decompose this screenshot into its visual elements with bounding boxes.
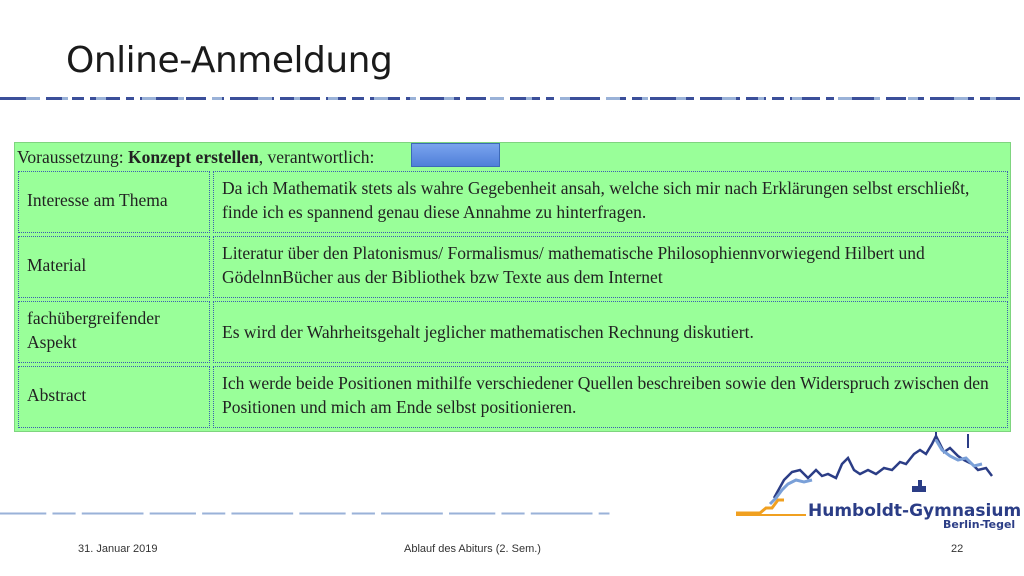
- form-screenshot: [14, 142, 1011, 432]
- bottom-divider: [0, 512, 790, 515]
- header-bold: Konzept erstellen: [127, 147, 259, 167]
- slide-title: Online-Anmeldung: [66, 40, 393, 81]
- footer-title: Ablauf des Abiturs (2. Sem.): [404, 543, 541, 555]
- page-number: 22: [951, 543, 964, 555]
- row-text-material: Literatur über den Platonismus/ Formalismus/ mathematische Philosophiennvorwiegend Hilbert und GödelnnBücher aus der Bibliothek bzw Texte aus dem Internet: [213, 236, 1008, 298]
- header-prefix: Voraussetzung:: [17, 147, 128, 167]
- logo-sub: Berlin-Tegel: [943, 518, 1016, 531]
- row-text-aspect: Es wird der Wahrheitsgehalt jeglicher mathematischen Rechnung diskutiert.: [213, 301, 1008, 363]
- row-text-abstract: Ich werde beide Positionen mithilfe verschiedener Quellen beschreiben sowie den Widerspruch zwischen den Positionen und mich am Ende selbst positionieren.: [213, 366, 1008, 428]
- row-text-interest: Da ich Mathematik stets als wahre Gegebenheit ansah, welche sich mir nach Erklärungen selbst erschließt, finde ich es spannend genau diese Annahme zu hinterfragen.: [213, 171, 1008, 233]
- row-label-interest: Interesse am Thema: [18, 171, 210, 233]
- row-label-abstract: Abstract: [18, 366, 210, 428]
- footer-date: 31. Januar 2019: [78, 543, 158, 555]
- responsible-field[interactable]: [411, 143, 500, 167]
- form-header: [17, 147, 374, 168]
- top-divider: [0, 97, 1024, 100]
- row-label-material: Material: [18, 236, 210, 298]
- row-label-aspect: fachübergreifender Aspekt: [18, 301, 210, 363]
- header-suffix: , verantwortlich:: [258, 147, 375, 167]
- logo-name: Humboldt-Gymnasium: [808, 501, 1022, 521]
